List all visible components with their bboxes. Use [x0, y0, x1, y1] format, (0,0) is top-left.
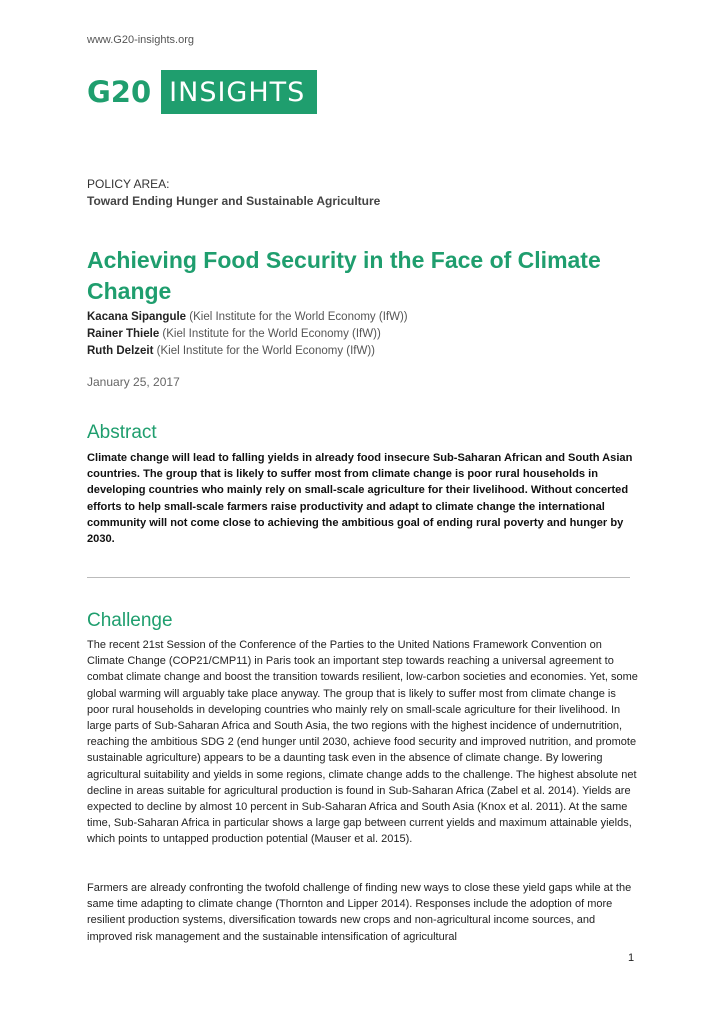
- author-name: Kacana Sipangule: [87, 311, 187, 323]
- author-affiliation: (Kiel Institute for the World Economy (IfW)): [189, 311, 408, 323]
- author-name: Ruth Delzeit: [87, 345, 154, 357]
- section-divider: [87, 577, 630, 578]
- author-entry: [87, 343, 408, 360]
- policy-area-value: Toward Ending Hunger and Sustainable Agriculture: [87, 194, 381, 208]
- logo-insights-text: INSIGHTS: [161, 70, 317, 114]
- challenge-paragraph-2: Farmers are already confronting the twofold challenge of finding new ways to close these yield gaps while at the same time adapting to climate change (Thornton and Lipper 2014). Responses include the adoption of more resilient production systems, diversification towards new crops and non-agricultural income sources, and improved risk management and the sustainable intensification of agricultural: [87, 882, 632, 943]
- document-title: Achieving Food Security in the Face of Climate Change: [87, 247, 601, 304]
- author-list: [87, 309, 408, 360]
- logo-g20-text: G20: [87, 75, 152, 109]
- page-number: 1: [628, 952, 635, 964]
- author-entry: [87, 326, 408, 343]
- author-affiliation: (Kiel Institute for the World Economy (IfW)): [162, 328, 381, 340]
- challenge-paragraph-1: The recent 21st Session of the Conference of the Parties to the United Nations Framework Convention on Climate Change (COP21/CMP11) in Paris took an important step towards reaching a universal agreement to combat climate change and boost the transition towards resilient, low-carbon societies and economies. Yet, some global warming will arguably take place anyway. The group that is likely to suffer most from climate change is poor rural households in developing countries who mainly rely on small-scale agriculture for their livelihood. In large parts of Sub-Saharan Africa and South Asia, the two regions with the highest incidence of undernutrition, reaching the ambitious SDG 2 (end hunger until 2030, achieve food security and improved nutrition, and promote sustainable agriculture) appears to be a daunting task even in the absence of climate change. By lowering agricultural suitability and yields in some regions, climate change adds to the challenge. The highest absolute net decline in areas suitable for agricultural production is found in Sub-Saharan Africa (Zabel et al. 2014). Yields are expected to decline by almost 10 percent in Sub-Saharan Africa and South Asia (Knox et al. 2011). At the same time, Sub-Saharan Africa in particular shows a large gap between current yields and maximum attainable yields, which points to untapped production potential (Mauser et al. 2015).: [87, 639, 638, 846]
- author-entry: [87, 309, 408, 326]
- publication-date: January 25, 2017: [87, 375, 180, 389]
- challenge-heading: Challenge: [87, 610, 173, 631]
- abstract-heading: Abstract: [87, 422, 157, 443]
- abstract-text: Climate change will lead to falling yields in already food insecure Sub-Saharan African and South Asian countries. The group that is likely to suffer most from climate change is poor rural households in developing countries who mainly rely on small-scale agriculture for their livelihood. Without concerted efforts to help small-scale farmers raise productivity and adapt to climate change the international community will not come close to achieving the ambitious goal of ending rural poverty and hunger by 2030.: [87, 452, 633, 546]
- policy-area-label: POLICY AREA:: [87, 177, 170, 191]
- g20-insights-logo: [87, 70, 317, 114]
- author-name: Rainer Thiele: [87, 328, 160, 340]
- website-url: www.G20-insights.org: [87, 34, 194, 46]
- author-affiliation: (Kiel Institute for the World Economy (IfW)): [156, 345, 376, 357]
